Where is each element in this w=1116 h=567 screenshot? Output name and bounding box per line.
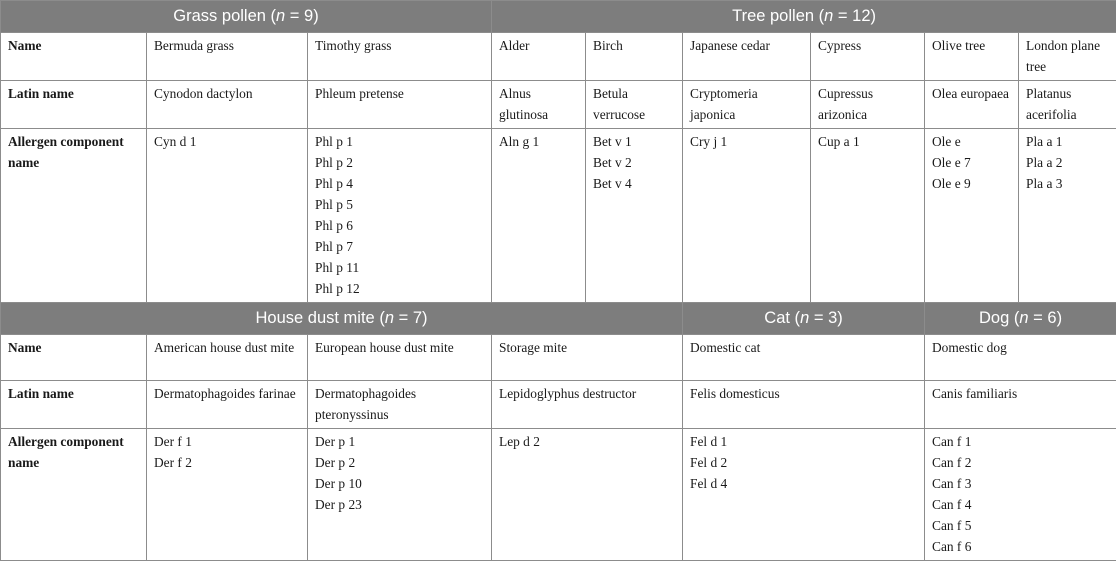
allergen-component: Bet v 2 — [593, 155, 632, 170]
cell-name: Storage mite — [492, 335, 683, 381]
cell-name: Bermuda grass — [147, 33, 308, 81]
allergen-component: Der p 23 — [315, 497, 362, 512]
allergen-component: Can f 1 — [932, 434, 972, 449]
allergen-component: Phl p 1 — [315, 134, 353, 149]
row-label-latin-name: Latin name — [1, 381, 147, 429]
cell-latin-name: Betula verrucose — [586, 81, 683, 129]
section1-group-header-row — [1, 1, 1116, 33]
allergen-component: Pla a 2 — [1026, 155, 1063, 170]
allergen-component: Cry j 1 — [690, 134, 728, 149]
cell-latin-name: Alnus glutinosa — [492, 81, 586, 129]
allergen-component: Pla a 1 — [1026, 134, 1063, 149]
row-label-name: Name — [1, 335, 147, 381]
allergen-component: Phl p 5 — [315, 197, 353, 212]
section1-latin-row — [1, 81, 1116, 129]
allergen-component: Der p 2 — [315, 455, 356, 470]
cell-components — [147, 429, 308, 561]
cell-components — [308, 129, 492, 303]
cell-latin-name: Phleum pretense — [308, 81, 492, 129]
allergen-component: Fel d 1 — [690, 434, 728, 449]
group-header-tree-pollen: Tree pollen (n = 12) — [492, 1, 1116, 33]
row-label-latin-name: Latin name — [1, 81, 147, 129]
allergen-component: Pla a 3 — [1026, 176, 1063, 191]
group-header-house-dust-mite: House dust mite (n = 7) — [1, 303, 683, 335]
allergen-component: Cup a 1 — [818, 134, 860, 149]
cell-components — [492, 429, 683, 561]
cell-name: Alder — [492, 33, 586, 81]
allergen-component: Ole e 9 — [932, 176, 971, 191]
row-label-allergen-component: Allergen component name — [1, 129, 147, 303]
cell-components — [586, 129, 683, 303]
cell-name: European house dust mite — [308, 335, 492, 381]
row-label-name: Name — [1, 33, 147, 81]
cell-name: American house dust mite — [147, 335, 308, 381]
row-label-allergen-component: Allergen component name — [1, 429, 147, 561]
cell-components — [1019, 129, 1116, 303]
allergen-component: Der p 10 — [315, 476, 362, 491]
allergen-component: Phl p 12 — [315, 281, 360, 296]
allergen-component: Lep d 2 — [499, 434, 540, 449]
allergen-component: Der f 1 — [154, 434, 192, 449]
cell-components — [925, 429, 1116, 561]
allergen-component: Phl p 2 — [315, 155, 353, 170]
allergen-component: Aln g 1 — [499, 134, 540, 149]
allergen-component: Can f 3 — [932, 476, 972, 491]
cell-name: Cypress — [811, 33, 925, 81]
allergen-component: Phl p 4 — [315, 176, 353, 191]
cell-latin-name: Dermatophagoides pteronyssinus — [308, 381, 492, 429]
cell-components — [683, 129, 811, 303]
section2-name-row — [1, 335, 1116, 381]
section1-name-row — [1, 33, 1116, 81]
cell-latin-name: Platanus acerifolia — [1019, 81, 1116, 129]
allergen-component: Phl p 6 — [315, 218, 353, 233]
cell-latin-name: Felis domesticus — [683, 381, 925, 429]
allergen-component: Fel d 4 — [690, 476, 728, 491]
allergen-component: Can f 2 — [932, 455, 972, 470]
allergen-component: Can f 5 — [932, 518, 972, 533]
cell-latin-name: Cryptomeria japonica — [683, 81, 811, 129]
cell-name: Timothy grass — [308, 33, 492, 81]
cell-latin-name: Canis familiaris — [925, 381, 1116, 429]
cell-name: Olive tree — [925, 33, 1019, 81]
allergen-component: Phl p 7 — [315, 239, 353, 254]
cell-name: London plane tree — [1019, 33, 1116, 81]
cell-components — [925, 129, 1019, 303]
section1-component-row — [1, 129, 1116, 303]
cell-components — [811, 129, 925, 303]
cell-components — [308, 429, 492, 561]
section2-group-header-row — [1, 303, 1116, 335]
section2-component-row — [1, 429, 1116, 561]
cell-latin-name: Cupressus arizonica — [811, 81, 925, 129]
cell-name: Domestic dog — [925, 335, 1116, 381]
allergen-component: Fel d 2 — [690, 455, 728, 470]
group-header-grass-pollen: Grass pollen (n = 9) — [1, 1, 492, 33]
cell-name: Birch — [586, 33, 683, 81]
group-header-dog: Dog (n = 6) — [925, 303, 1116, 335]
allergen-component: Ole e 7 — [932, 155, 971, 170]
allergen-component: Can f 6 — [932, 539, 972, 554]
allergen-component: Cyn d 1 — [154, 134, 197, 149]
allergen-component: Bet v 4 — [593, 176, 632, 191]
allergen-component: Der f 2 — [154, 455, 192, 470]
allergen-component: Bet v 1 — [593, 134, 632, 149]
section2-latin-row — [1, 381, 1116, 429]
cell-components — [147, 129, 308, 303]
group-header-cat: Cat (n = 3) — [683, 303, 925, 335]
allergen-component: Phl p 11 — [315, 260, 360, 275]
cell-components — [683, 429, 925, 561]
cell-components — [492, 129, 586, 303]
cell-latin-name: Cynodon dactylon — [147, 81, 308, 129]
cell-latin-name: Dermatophagoides farinae — [147, 381, 308, 429]
allergen-component: Can f 4 — [932, 497, 972, 512]
cell-latin-name: Olea europaea — [925, 81, 1019, 129]
cell-latin-name: Lepidoglyphus destructor — [492, 381, 683, 429]
allergen-component: Ole e — [932, 134, 961, 149]
cell-name: Domestic cat — [683, 335, 925, 381]
cell-name: Japanese cedar — [683, 33, 811, 81]
allergen-component: Der p 1 — [315, 434, 356, 449]
